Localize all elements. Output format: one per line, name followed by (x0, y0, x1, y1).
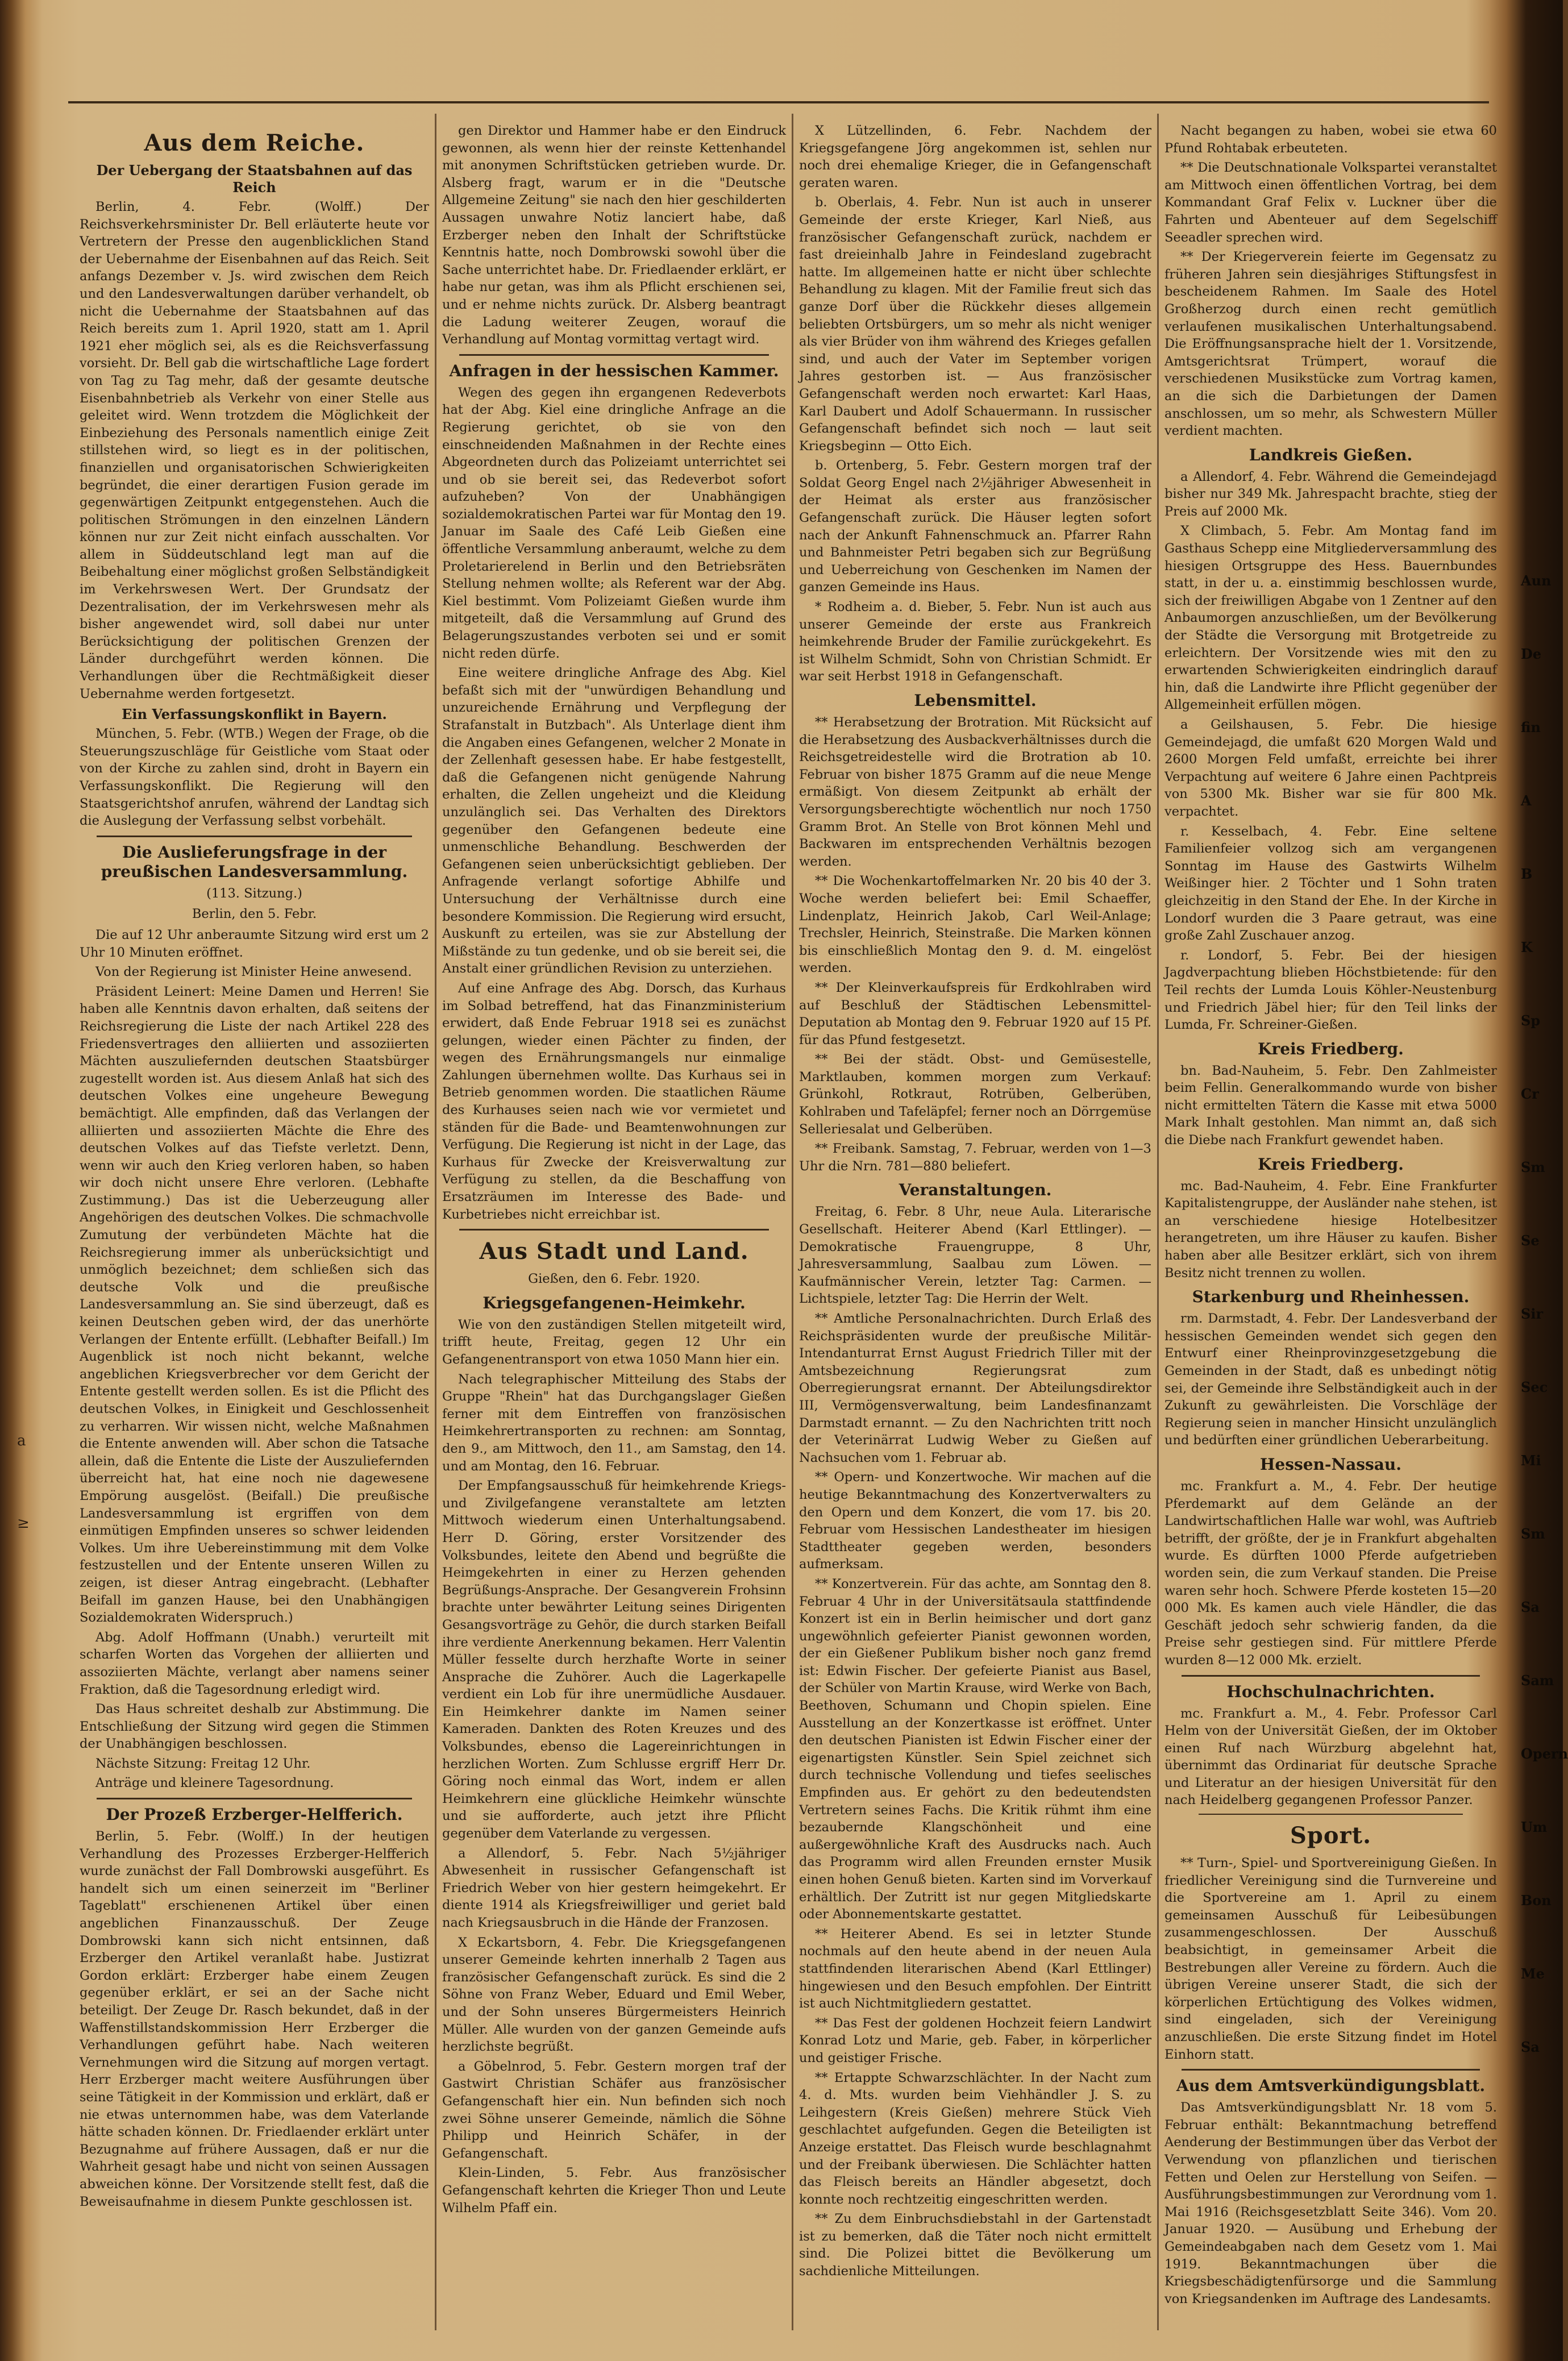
column-4 (1164, 122, 1497, 2327)
article-body: bn. Bad-Nauheim, 5. Febr. Den Zahlmeister beim Fellin. Generalkommando wurde von bisher nicht ermittelten Tätern die Kasse mit etwa 5000 Mark Inhalt gestohlen. Man nimmt an, daß sich die Diebe nach Frankfurt gewendet haben. (1164, 1063, 1497, 1148)
fragment-line: De (1521, 646, 1542, 662)
article-body: Nacht begangen zu haben, wobei sie etwa 60 Pfund Rohtabak erbeuteten. (1164, 123, 1497, 156)
article-headline: Anfragen in der hessischen Kammer. (449, 361, 779, 380)
article-headline: Aus dem Amtsverkündigungsblatt. (1176, 2076, 1486, 2096)
fragment-line: Cr (1521, 1086, 1539, 1102)
article-body: ** Die Deutschnationale Volkspartei veranstaltet am Mittwoch einen öffentlichen Vortrag, bei dem Kommandant Graf Felix v. Luckner über die Fahrten und Abenteuer auf dem Segelschiff Seeadler sprechen wird. (1164, 160, 1497, 245)
article-body: a Göbelnrod, 5. Febr. Gestern morgen traf der Gastwirt Christian Schäfer aus französischer Gefangenschaft hier ein. Nun befinden sich noch zwei Söhne unserer Gemeinde, nämlich die Söhne Philipp und Heinrich Schäfer, in der Gefangenschaft. (442, 2059, 786, 2161)
article-body: r. Londorf, 5. Febr. Bei der hiesigen Jagdverpachtung blieben Höchstbietende: für den Teil rechts der Lumda Louis Köhler-Neustenburg und Friedrich Jäbel hier; für den Teil links der Lumda, Fr. Schreiner-Gießen. (1164, 947, 1497, 1033)
article-headline: Lebensmittel. (914, 691, 1037, 710)
fragment-line: Um (1521, 1819, 1548, 1835)
article-body: r. Kesselbach, 4. Febr. Eine seltene Familienfeier vollzog sich am vergangenen Sonntag im Hause des Gastwirts Wilhelm Weißinger hier. 2 Töchter und 1 Sohn traten gleichzeitig in den Stand der Ehe. In der Kirche in Londorf wurden die 3 Paare getraut, was eine große Zahl Zuschauer anzog. (1164, 824, 1497, 943)
column-rule (792, 114, 793, 2330)
dateline: Gießen, den 6. Febr. 1920. (528, 1271, 700, 1287)
article-body: Auf eine Anfrage des Abg. Dorsch, das Kurhaus im Solbad betreffend, hat das Finanzministerium erwidert, daß Ende Februar 1918 sei es zunächst gelungen, wieder einen Pächter zu finden, der wegen des Ernährungsmangels nur einmalige Zahlungen übernehmen wollte. Das Kurhaus sei in Betrieb genommen worden. Die staatlichen Räume des Kurhauses seien nach wie vor vermietet und ständen für die Bade- und Beamtenwohnungen zur Verfügung. Die Regierung ist nicht in der Lage, das Kurhaus für Zwecke der Kreisverwaltung zur Verfügung zu stellen, da die Beschaffung von Ersatzräumen im Interesse des Bade- und Kurbetriebes nicht erreichbar ist. (442, 980, 786, 1222)
article-body: ** Heiterer Abend. Es sei in letzter Stunde nochmals auf den heute abend in der neuen Aula stattfindenden literarischen Abend (Karl Ettlinger) hingewiesen und den Besuch empfohlen. Der Eintritt ist auch Nichtmitgliedern gestattet. (799, 1926, 1151, 2011)
fragment-line: Sm (1521, 1159, 1545, 1175)
fragment-line: Sec (1521, 1379, 1548, 1395)
article-body: ** Turn-, Spiel- und Sportvereinigung Gießen. In friedlicher Vereinigung sind die Turnvereine und die Sportvereine am 1. April zu einem gemeinsamen Ausschuß für Leibesübungen zusammengeschlossen. Der Ausschuß beabsichtigt, in gemeinsamer Arbeit die Bestrebungen aller Vereine zu fördern. Auch die übrigen Vereine unserer Stadt, die sich der körperlichen Ertüchtigung des Volkes widmen, sind eingeladen, sich der Vereinigung anzuschließen. Die erste Sitzung findet im Hotel Einhorn statt. (1164, 1856, 1497, 2062)
divider (97, 836, 412, 837)
article-body: Präsident Leinert: Meine Damen und Herren! Sie haben alle Kenntnis davon erhalten, daß seitens der Reichsregierung die Liste der nach Artikel 228 des Friedensvertrages den alliierten und assoziierten Mächten auszuliefernden deutschen Staatsbürger zugestellt worden ist. Aus diesem Anlaß hat sich des deutschen Volkes eine ungeheure Bewegung bemächtigt. Alle empfinden, daß das Verlangen der alliierten und assoziierten Mächte die Ehre des deutschen Volkes auf das Tiefste verletzt. Denn, wenn wir auch den Krieg verloren haben, so haben wir doch nicht unsere Ehre verloren. (Lebhafte Zustimmung.) Das ist die Ueberzeugung aller Angehörigen des deutschen Volkes. Die schmachvolle Zumutung der verbündeten Mächte hat die Reichsregierung immer als unberücksichtigt und unmöglich bezeichnet; dem schließen sich das deutsche Volk und die preußische Landesversammlung an. Sie sind überzeugt, daß es keinen Deutschen geben wird, der das unerhörte Verlangen der Entente erfüllt. (Lebhafter Beifall.) Im Augenblick ist noch nicht bekannt, welche angeblichen Kriegsverbrecher vor dem Gericht der Entente gestellt werden sollen. Es ist die Pflicht des deutschen Volkes, in Einigkeit und Geschlossenheit zu verharren. Wir wissen nicht, welche Maßnahmen die Entente anwenden will. Aber schon die Tatsache allein, daß die Entente die Liste der Auszuliefernden überreicht hat, hat eine noch nie dagewesene Empörung ausgelöst. (Beifall.) Die preußische Landesversammlung ist ergriffen von dem einmütigen Empfinden unseres so schwer leidenden Volkes. Um ihre Uebereinstimmung mit dem Volke festzustellen und der Entente unseren Willen zu zeigen, ist dieser Antrag eingebracht. (Lebhafter Beifall im ganzen Hause, bei den Unabhängigen Sozialdemokraten Widerspruch.) (80, 984, 429, 1626)
article-body: * Rodheim a. d. Bieber, 5. Febr. Nun ist auch aus unserer Gemeinde der erste aus Frankreich heimkehrende Bruder der Familie zurückgekehrt. Es ist Wilhelm Schmidt, Sohn von Christian Schmidt. Er war seit Herbst 1918 in Gefangenschaft. (799, 600, 1151, 684)
fragment-line: fin (1521, 719, 1541, 735)
fragment-line: Sa (1521, 2039, 1540, 2055)
article-body: ** Herabsetzung der Brotration. Mit Rücksicht auf die Herabsetzung des Ausbackverhältnisses durch die Reichsgetreidestelle wird die Brotration ab 10. Februar von bisher 1875 Gramm auf die neue Menge ermäßigt. Von diesem Zeitpunkt ab erhält der Versorgungsberechtigte wöchentlich nur noch 1750 Gramm Brot. An Stelle von Brot können Mehl und Backwaren im entsprechenden Verhältnis bezogen werden. (799, 715, 1151, 869)
article-headline: Kreis Friedberg. (1258, 1154, 1404, 1174)
dateline: Berlin, den 5. Febr. (192, 907, 317, 922)
article-headline: Ein Verfassungskonflikt in Bayern. (122, 706, 387, 723)
article-body: ** Der Kriegerverein feierte im Gegensatz zu früheren Jahren sein diesjähriges Stiftungsfest in bescheidenem Rahmen. Im Saale des Hotel Großherzog durch einen recht gemütlich verlaufenen musikalischen Unterhaltungsabend. Die Eröffnungsansprache hielt der 1. Vorsitzende, Amtsgerichtsrat Trümpert, worauf die verschiedenen Musikstücke zum Vortrag kamen, an die sich die Darbietungen der Damen anschlossen, um so mehr, als Schwestern Müller verdient machten. (1164, 250, 1497, 439)
divider (1182, 1675, 1480, 1677)
article-body: Berlin, 4. Febr. (Wolff.) Der Reichsverkehrsminister Dr. Bell erläuterte heute vor Vertretern der Presse den augenblicklichen Stand der Uebernahme der Eisenbahnen auf das Reich. Seit anfangs Dezember v. Js. wird zwischen dem Reich und den Landesverwaltungen darüber verhandelt, ob nicht die Uebernahme der Staatsbahnen auf das Reich bereits zum 1. April 1920, statt am 1. April 1921 eher möglich sei, als es die Reichsverfassung vorsieht. Dr. Bell gab die wirtschaftliche Lage fordert von Tag zu Tag mehr, daß der gesamte deutsche Eisenbahnbetrieb als Verkehr von einer Stelle aus geleitet wird. Wenn trotzdem die Möglichkeit der Einbeziehung des Personals namentlich einige Zeit stillstehen wird, so liegt es in der politischen, finanziellen und organisatorischen Schwierigkeiten begründet, die einer derartigen Fusion gerade im gegenwärtigen Zeitpunkt entgegenstehen. Auch die politischen Strömungen in den einzelnen Ländern können nur zur Zeit nicht einfach ausschalten. Vor allem in Süddeutschland legt man auf die Beibehaltung einer möglichst großen Selbständigkeit im Verkehrswesen Wert. Der Grundsatz der Dezentralisation, der im Verkehrswesen mehr als bisher angewendet wird, soll dabei nur unter Berücksichtigung der politischen Grenzen der Länder durchgeführt werden können. Die Verhandlungen über die Rechtmäßigkeit dieser Uebernahme werden fortgesetzt. (80, 199, 429, 701)
article-body: ** Zu dem Einbruchsdiebstahl in der Gartenstadt ist zu bemerken, daß die Täter noch nicht ermittelt sind. Die Polizei bittet die Bevölkerung um sachdienliche Mitteilungen. (799, 2212, 1151, 2279)
top-rule (68, 101, 1489, 103)
margin-mark: a (17, 1432, 26, 1449)
article-body: a Allendorf, 5. Febr. Nach 5½jähriger Abwesenheit in russischer Gefangenschaft ist Friedrich Weber von hier gestern heimgekehrt. Er diente 1914 als Kriegsfreiwilliger und geriet bald nach Kriegsausbruch in die Hände der Franzosen. (442, 1845, 786, 1930)
article-body: a Allendorf, 4. Febr. Während die Gemeindejagd bisher nur 349 Mk. Jahrespacht brachte, stieg der Preis auf 2000 Mk. (1164, 469, 1497, 519)
fragment-line: Sa (1521, 1599, 1540, 1615)
fragment-line: Se (1521, 1232, 1540, 1249)
divider (459, 354, 769, 356)
article-headline: Die Auslieferungsfrage in der preußischen Landesversammlung. (101, 842, 408, 881)
fragment-line: Bon (1521, 1892, 1552, 1909)
divider (1199, 1814, 1463, 1815)
article-body: Das Haus schreitet deshalb zur Abstimmung. Die Entschließung der Sitzung wird gegen die Stimmen der Unabhängigen beschlossen. (80, 1702, 429, 1752)
divider (97, 1798, 412, 1799)
fragment-line: Sir (1521, 1306, 1544, 1322)
divider (1182, 2069, 1480, 2071)
article-body: gen Direktor und Hammer habe er den Eindruck gewonnen, als wenn hier der reinste Kettenhandel mit anonymen Schriftstücken getrieben wurde. Dr. Alsberg fragt, warum er in die "Deutsche Allgemeine Zeitung" sie nach den hier geschilderten Aussagen unwahre Notiz lanciert habe, daß Erzberger neben den Inhalt der Schriftstücke Kenntnis hatte, noch Dombrowski sowohl über die Sache unterrichtet habe. Dr. Friedlaender erklärt, er habe nur getan, was ihm als Pflicht erschienen sei, und er nehme nichts zurück. Dr. Alsberg beantragt die Ladung weiterer Zeugen, worauf die Verhandlung auf Montag vormittag vertagt wird. (442, 123, 786, 347)
article-body: Abg. Adolf Hoffmann (Unabh.) verurteilt mit scharfen Worten das Vorgehen der alliierten und assoziierten Mächte, verlangt aber namens seiner Fraktion, daß die Tagesordnung erledigt wird. (80, 1630, 429, 1697)
column-3 (799, 122, 1151, 2327)
column-rule (435, 114, 436, 2330)
article-body: b. Ortenberg, 5. Febr. Gestern morgen traf der Soldat Georg Engel nach 2½jähriger Abwesenheit in der Heimat als erster aus französischer Gefangenschaft zurück. Die Häuser legten sofort nach der Ankunft Fahnenschmuck an. Pfarrer Rahn und Bahnmeister Petri begaben sich zur Begrüßung und Ueberreichung von Geschenken im Namen der ganzen Gemeinde ins Haus. (799, 458, 1151, 595)
article-body: Klein-Linden, 5. Febr. Aus französischer Gefangenschaft kehrten die Krieger Thon und Leute Wilhelm Pfaff ein. (442, 2165, 786, 2215)
article-body: X Eckartsborn, 4. Febr. Die Kriegsgefangenen unserer Gemeinde kehrten innerhalb 2 Tagen aus französischer Gefangenschaft zurück. Es sind die 2 Söhne von Franz Weber, Eduard und Emil Weber, und der Sohn unseres Bürgermeisters Heinrich Müller. Alle wurden von der ganzen Gemeinde aufs herzlichste begrüßt. (442, 1935, 786, 2055)
article-body: rm. Darmstadt, 4. Febr. Der Landesverband der hessischen Gemeinden wendet sich gegen den Entwurf einer Rheinprovinzgesetzgebung die Gemeinden in der Stadt, daß es unbedingt nötig sei, der Gemeinde ihre Selbständigkeit auch in der Zukunft zu gewährleisten. Die Vorschläge der Regierung seien in mancher Hinsicht unzulänglich und bedürften einer gründlichen Ueberarbeitung. (1164, 1311, 1497, 1448)
section-heading: Sport. (1290, 1822, 1371, 1849)
article-body: X Climbach, 5. Febr. Am Montag fand im Gasthaus Schepp eine Mitgliederversammlung des hiesigen Ortsgruppe des Hess. Bauernbundes statt, in der u. a. einstimmig beschlossen wurde, sich der freiwilligen Abgabe von 1 Zentner auf den Anbaumorgen anzuschließen, um der Bevölkerung der Städte die Versorgung mit Brotgetreide zu erleichtern. Der Vorsitzende wies mit den zu erwartenden Schwierigkeiten eindringlich darauf hin, daß die Landwirte ihre Pflicht gegenüber der Allgemeinheit erfüllen mögen. (1164, 523, 1497, 713)
article-body: ** Konzertverein. Für das achte, am Sonntag den 8. Februar 4 Uhr in der Universitätsaula stattfindende Konzert ist ein in Berlin heimischer und dort ganz ungewöhnlich gefeierter Pianist gewonnen worden, der ein Gießener Publikum bisher noch ganz fremd ist: Edwin Fischer. Der gefeierte Pianist aus Basel, der Schüler von Martin Krause, wird Werke von Bach, Beethoven, Schumann und Chopin spielen. Eine Ausstellung an der Konzertkasse ist eröffnet. Unter den deutschen Pianisten ist Edwin Fischer einer der eigenartigsten Künstler. Sein Spiel zeichnet sich durch technische Vollendung und tiefes seelisches Empfinden aus. Er gehört zu den bedeutendsten Vertretern seines Fachs. Die Kritik rühmt ihm eine bezaubernde Klangschönheit und eine außergewöhnliche Kraft des Ausdrucks nach. Auch das Programm wird allen Freunden ernster Musik einen hohen Genuß bieten. Karten sind im Vorverkauf erhältlich. Der Zutritt ist nur gegen Mitgliedskarte oder Abonnementskarte gestattet. (799, 1576, 1151, 1922)
article-body: a Geilshausen, 5. Febr. Die hiesige Gemeindejagd, die umfaßt 620 Morgen Wald und 2600 Morgen Feld umfaßt, erreichte bei ihrer Verpachtung auf weitere 6 Jahre einen Pachtpreis von 5300 Mk. Bisher war sie für 800 Mk. verpachtet. (1164, 717, 1497, 819)
article-body: b. Oberlais, 4. Febr. Nun ist auch in unserer Gemeinde der erste Krieger, Karl Nieß, aus französischer Gefangenschaft zurück, nachdem er fast dreieinhalb Jahre in Feindesland zugebracht hatte. Im allgemeinen hatte er nicht über schlechte Behandlung zu klagen. Mit der Familie freut sich das ganze Dorf über die Rückkehr dieses allgemein beliebten Ortsbürgers, um so mehr als nicht weniger als vier Brüder von ihm während des Krieges gefallen sind, und auch der Vater im September vorigen Jahres gestorben ist. — Aus französischer Gefangenschaft werden noch erwartet: Karl Haas, Karl Daubert und Adolf Schauermann. In russischer Gefangenschaft befindet sich noch — laut seit Kriegsbeginn — Otto Eich. (799, 195, 1151, 454)
article-headline: Kriegsgefangenen-Heimkehr. (483, 1293, 746, 1312)
article-body: ** Der Kleinverkaufspreis für Erdkohlraben wird auf Beschluß der Städtischen Lebensmittel-Deputation ab Montag den 9. Februar 1920 auf 15 Pf. für das Pfund festgesetzt. (799, 980, 1151, 1048)
fragment-line: Sm (1521, 1525, 1545, 1542)
adjacent-page-fragment (1521, 568, 1568, 2330)
article-body: Nach telegraphischer Mitteilung des Stabs der Gruppe "Rhein" hat das Durchgangslager Gießen ferner mit dem Eintreffen von französischen Heimkehrertransporten zu rechnen: am Sonntag, den 9., am Mittwoch, den 11., am Samstag, den 14. und am Montag, den 16. Februar. (442, 1371, 786, 1474)
fragment-line: B (1521, 866, 1533, 882)
article-body: Eine weitere dringliche Anfrage des Abg. Kiel befaßt sich mit der "unwürdigen Behandlung und unzureichende Ernährung und Verpflegung der Strafanstalt in Butzbach". Als Unterlage dient ihm die Angaben eines Gefangenen, welcher 2 Monate in der Zellenhaft gesessen habe. Er habe festgestellt, daß die Gefangenen nicht genügende Nahrung erhalten, die Zellen ungeheizt und die Kleidung unzulänglich sei. Das Verhalten des Direktors gegenüber den Gefangenen bedeute eine unmenschliche Behandlung. Beschwerden der Gefangenen seien unberücksichtigt geblieben. Der Anfragende verlangt sofortige Abhilfe und Untersuchung der Verhältnisse durch eine besondere Kommission. Die Regierung wird ersucht, Auskunft zu erteilen, was sie zur Abstellung der Mißstände zu tun gedenke, und ob sie bereit sei, die Anstalt einer gründlichen Revision zu unterziehen. (442, 666, 786, 976)
article-headline: Hochschulnachrichten. (1226, 1682, 1435, 1701)
article-headline: Landkreis Gießen. (1249, 445, 1413, 464)
fragment-line: Sam (1521, 1672, 1554, 1689)
article-body: Wie von den zuständigen Stellen mitgeteilt wird, trifft heute, Freitag, gegen 12 Uhr ein Gefangenentransport von etwa 1050 Mann hier ein. (442, 1317, 786, 1367)
article-body: X Lützellinden, 6. Febr. Nachdem der Kriegsgefangene Jörg angekommen ist, sehlen nur noch drei ehemalige Krieger, die in Gefangenschaft geraten waren. (799, 123, 1151, 190)
column-rule (1157, 114, 1159, 2330)
article-headline: Starkenburg und Rheinhessen. (1192, 1287, 1470, 1307)
article-body: mc. Frankfurt a. M., 4. Febr. Professor Carl Helm von der Universität Gießen, der im Oktober einen Ruf nach Würzburg abgelehnt hat, übernimmt das Ordinariat für deutsche Sprache und Literatur an der hiesigen Universität für den nach Heidelberg gegangenen Professor Panzer. (1164, 1706, 1497, 1808)
article-body: ** Die Wochenkartoffelmarken Nr. 20 bis 40 der 3. Woche werden beliefert bei: Emil Schaeffer, Lindenplatz, Heinrich Jakob, Carl Weil-Anlage; Trechsler, Heinrich, Steinstraße. Die Marken können bis einschließlich Montag den 9. d. M. eingelöst werden. (799, 874, 1151, 976)
session-number: (113. Sitzung.) (206, 886, 302, 901)
article-body: Von der Regierung ist Minister Heine anwesend. (95, 965, 412, 980)
article-body: ** Bei der städt. Obst- und Gemüsestelle, Marktlauben, kommen morgen zum Verkauf: Grünkohl, Rotkraut, Rotrüben, Gelberüben, Kohlraben und Tafeläpfel; ferner noch an Dörrgemüse Selleriesalat und Gelberüben. (799, 1052, 1151, 1137)
article-body: ** Ertappte Schwarzschlächter. In der Nacht zum 4. d. Mts. wurden beim Viehhändler J. S. zu Leihgestern (Kreis Gießen) mehrere Stück Vieh geschlachtet aufgefunden. Gegen die Beteiligten ist Anzeige erstattet. Das Fleisch wurde beschlagnahmt und der Freibank überwiesen. Die Schlächter hatten das Fleisch bereits an Händler abgesetzt, doch konnte noch rechtzeitig eingeschritten werden. (799, 2070, 1151, 2207)
fragment-line: Me (1521, 1965, 1545, 1982)
column-2 (442, 122, 786, 2327)
article-body: Freitag, 6. Febr. 8 Uhr, neue Aula. Literarische Gesellschaft. Heiterer Abend (Karl Ettlinger). — Demokratische Frauengruppe, 8 Uhr, Jahresversammlung, Saalbau zum Löwen. — Kaufmännischer Verein, letzter Tag: Carmen. — Lichtspiele, letzter Tag: Die Herrin der Welt. (799, 1204, 1151, 1307)
article-body: mc. Frankfurt a. M., 4. Febr. Der heutige Pferdemarkt auf dem Gelände an der Landwirtschaftlichen Halle war wohl, was Auftrieb betrifft, der größte, der je in Frankfurt abgehalten wurde. Es dürften 1000 Pferde aufgetrieben worden sein, die zum Verkauf standen. Die Preise waren sehr hoch. Schwere Pferde kosteten 15—20 000 Mk. Es kamen auch viele Händler, die das Geschäft jedoch sehr schwierig fanden, da die Preise sehr gestiegen sind. Für mittlere Pferde wurden 8—12 000 Mk. erzielt. (1164, 1478, 1497, 1668)
article-body: Wegen des gegen ihn ergangenen Redeverbots hat der Abg. Kiel eine dringliche Anfrage an die Regierung gerichtet, ob sie von den einschneidenden Maßnahmen in der Rechte eines Abgeordneten durch das Polizeiamt unterrichtet sei und ob sie bereit sei, das Redeverbot sofort aufzuheben? Von der Unabhängigen sozialdemokratischen Partei war für Montag den 19. Januar im Saale des Café Leib Gießen eine öffentliche Versammlung anberaumt, welche zu dem Proletarierelend in Berlin und den Betriebsräten Stellung nehmen wollte; als Referent war der Abg. Kiel bestimmt. Vom Polizeiamt Gießen wurde ihm mitgeteilt, daß die Versammlung auf Grund des Belagerungszustandes verboten sei und er somit nicht reden dürfe. (442, 385, 786, 661)
article-headline: Der Uebergang der Staatsbahnen auf das Reich (96, 162, 413, 196)
margin-mark: ≥ (17, 1515, 30, 1532)
article-body: Der Empfangsausschuß für heimkehrende Kriegs- und Zivilgefangene veranstaltete am letzten Mittwoch wiederum einen Unterhaltungsabend. Herr D. Göring, erster Vorsitzender des Volksbundes, leitete den Abend und begrüßte die Heimgekehrten in einer zu Herzen gehenden Begrüßungs-Ansprache. Der Gesangverein Frohsinn brachte unter bewährter Leitung seines Dirigenten Gesangsvorträge zu Gehör, die durch starken Beifall ihre verdiente Anerkennung bekamen. Herr Valentin Müller fesselte durch herzhafte Worte in seiner Ansprache die Zuhörer. Auch die Lagerkapelle verdient ein Lob für ihre unermüdliche Ausdauer. Ein Heimkehrer dankte im Namen seiner Kameraden. Dankten des Roten Kreuzes und des Volksbundes, ebenso die Lagereinrichtungen in herzlichen Worten. Zum Schlusse ergriff Herr Dr. Göring noch einmal das Wort, indem er allen Heimkehrern eine glückliche Heimkehr wünschte und sie aufforderte, auch jetzt ihre Pflicht gegenüber dem Vaterlande zu vergessen. (442, 1478, 786, 1842)
fragment-line: Aun (1521, 572, 1552, 589)
divider (459, 1229, 769, 1231)
article-body: ** Amtliche Personalnachrichten. Durch Erlaß des Reichspräsidenten wurde der preußische Militär-Intendanturrat Ernst August Friedrich Tiller mit der Amtsbezeichnung Regierungsrat zum Oberregierungsrat ernannt. Der Abteilungsdirektor III, Vermögensverwaltung, beim Landesfinanzamt Darmstadt ernannt. — Zu den Nachrichten tritt noch der Veterinärrat Ludwig Weber zu Gießen auf Nachsuchen vom 1. Februar ab. (799, 1311, 1151, 1465)
fragment-line: Sp (1521, 1012, 1541, 1029)
article-body: Die auf 12 Uhr anberaumte Sitzung wird erst um 2 Uhr 10 Minuten eröffnet. (80, 927, 429, 960)
article-body: Berlin, 5. Febr. (Wolff.) In der heutigen Verhandlung des Prozesses Erzberger-Helfferich wurde zunächst der Fall Dombrowski ausgeführt. Es handelt sich um einen seinerzeit im "Berliner Tageblatt" erschienenen Artikel über einen angeblichen Finanzausschuß. Der Zeuge Dombrowski kann sich nicht entsinnen, daß Erzberger den Artikel veranlaßt habe. Justizrat Gordon erklärt: Erzberger habe einem Zeugen gegenüber erklärt, er sei an der Sache nicht beteiligt. Der Zeuge Dr. Rasch bekundet, daß in der Waffenstillstandskommission Herr Erzberger die Verhandlungen geführt habe. Nach weiteren Vernehmungen wird die Sitzung auf morgen vertagt. Herr Erzberger macht weitere Ausführungen über seine Tätigkeit in der Kommission und erklärt, daß er nie etwas unternommen habe, was dem Vaterlande hätte schaden können. Dr. Friedlaender erklärt unter Bezugnahme auf frühere Aussagen, daß er nur die Wahrheit gesagt habe und nicht von seinen Aussagen abweichen könne. Der Vorsitzende stellt fest, daß die Beweisaufnahme in diesem Punkte geschlossen ist. (80, 1829, 429, 2209)
article-headline: Veranstaltungen. (899, 1180, 1052, 1200)
article-body: Nächste Sitzung: Freitag 12 Uhr. (95, 1756, 311, 1771)
article-body: München, 5. Febr. (WTB.) Wegen der Frage, ob die Steuerungszuschläge für Geistliche vom Staat oder von der Kirche zu zahlen sind, droht in Bayern ein Verfassungskonflikt. Die Regierung will den Staatsgerichtshof anrufen, während der Landtag sich die Auslegung der Verfassung selbst vorbehält. (80, 726, 429, 829)
article-body: Das Amtsverkündigungsblatt Nr. 18 vom 5. Februar enthält: Bekanntmachung betreffend Aenderung der Bestimmungen über das Verbot der Verwendung von pflanzlichen und tierischen Fetten und Oelen zur Herstellung von Seifen. — Ausführungsbestimmungen zur Verordnung vom 1. Mai 1916 (Reichsgesetzblatt Seite 346). Vom 20. Januar 1920. — Ausübung und Erhebung der Gemeindeabgaben nach dem Gesetz vom 1. Mai 1919. Bekanntmachungen über die Kriegsbeschädigtenfürsorge und die Sammlung von Kriegsandenken im Auftrage des Landesamts. (1164, 2100, 1497, 2306)
article-body: ** Das Fest der goldenen Hochzeit feiern Landwirt Konrad Lotz und Marie, geb. Faber, in körperlicher und geistiger Frische. (799, 2015, 1151, 2065)
article-body: ** Freibank. Samstag, 7. Februar, werden von 1—3 Uhr die Nrn. 781—880 beliefert. (799, 1141, 1151, 1174)
section-heading: Aus Stadt und Land. (479, 1238, 749, 1265)
fragment-line: Opern (1521, 1745, 1568, 1762)
article-body: mc. Bad-Nauheim, 4. Febr. Eine Frankfurter Kapitalistengruppe, der Ausländer nahe stehen, ist an verschiedene hiesige Hotelbesitzer herangetreten, um ihre Häuser zu kaufen. Bisher haben aber alle Besitzer erklärt, sich von ihrem Besitz nicht trennen zu wollen. (1164, 1178, 1497, 1281)
article-body: ** Opern- und Konzertwoche. Wir machen auf die heutige Bekanntmachung des Konzertverwalters zu den Opern und dem Konzert, die vom 17. bis 20. Februar vom Hessischen Landestheater im hiesigen Stadttheater gegeben werden, besonders aufmerksam. (799, 1470, 1151, 1572)
fragment-line: Mi (1521, 1452, 1541, 1469)
column-1 (80, 122, 429, 2327)
section-heading: Aus dem Reiche. (144, 130, 365, 156)
article-body: Anträge und kleinere Tagesordnung. (95, 1776, 334, 1791)
article-headline: Kreis Friedberg. (1258, 1039, 1404, 1058)
fragment-line: K (1521, 939, 1533, 955)
fragment-line: A (1521, 792, 1532, 809)
article-headline: Hessen-Nassau. (1259, 1454, 1402, 1474)
article-headline: Der Prozeß Erzberger-Helfferich. (106, 1805, 403, 1824)
